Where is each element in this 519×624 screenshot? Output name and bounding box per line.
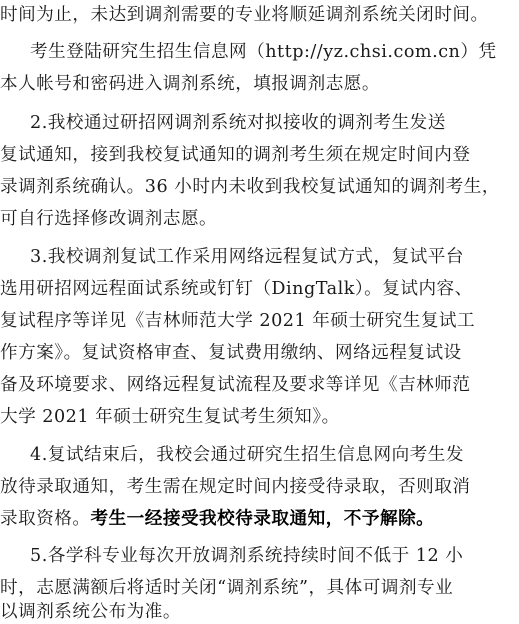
text-line: 考生登陆研究生招生信息网（http://yz.chsi.com.cn）凭 bbox=[30, 42, 497, 62]
text-line: 作方案》。复试资格审查、复试费用缴纳、网络远程复试设 bbox=[0, 343, 462, 363]
text-line: 复试通知，接到我校复试通知的调剂考生须在规定时间内登 bbox=[0, 145, 471, 165]
text-line: 备及环境要求、网络远程复试流程及要求等详见《吉林师范 bbox=[0, 375, 471, 395]
text-line: 选用研招网远程面试系统或钉钉（DingTalk）。复试内容、 bbox=[0, 279, 473, 299]
text-line: 3.我校调剂复试工作采用网络远程复试方式，复试平台 bbox=[30, 247, 464, 267]
text-line: 放待录取通知，考生需在规定时间内接受待录取，否则取消 bbox=[0, 477, 471, 497]
text-line bbox=[0, 507, 434, 531]
text-line: 可自行选择修改调剂志愿。 bbox=[0, 209, 218, 229]
text-line: 以调剂系统公布为准。 bbox=[0, 602, 181, 622]
bold-notice: 考生一经接受我校待录取通知，不予解除。 bbox=[90, 508, 435, 529]
text-line: 时，志愿满额后将适时关闭“调剂系统”，具体可调剂专业 bbox=[0, 578, 454, 598]
text-line: 4.复试结束后，我校会通过研究生招生信息网向考生发 bbox=[30, 445, 464, 465]
text-line: 2.我校通过研招网调剂系统对拟接收的调剂考生发送 bbox=[30, 113, 446, 133]
text-line: 时间为止，未达到调剂需要的专业将顺延调剂系统关闭时间。 bbox=[0, 5, 489, 25]
text-line: 大学 2021 年硕士研究生复试考生须知》。 bbox=[0, 407, 340, 427]
text-line: 录调剂系统确认。36 小时内未收到我校复试通知的调剂考生， bbox=[0, 177, 500, 197]
text-line: 5.各学科专业每次开放调剂系统持续时间不低于 12 小 bbox=[30, 546, 464, 566]
text-line: 复试程序等详见《吉林师范大学 2021 年硕士研究生复试工 bbox=[0, 311, 476, 331]
text-line: 本人帐号和密码进入调剂系统，填报调剂志愿。 bbox=[0, 74, 380, 94]
text-segment: 录取资格。 bbox=[0, 509, 91, 529]
